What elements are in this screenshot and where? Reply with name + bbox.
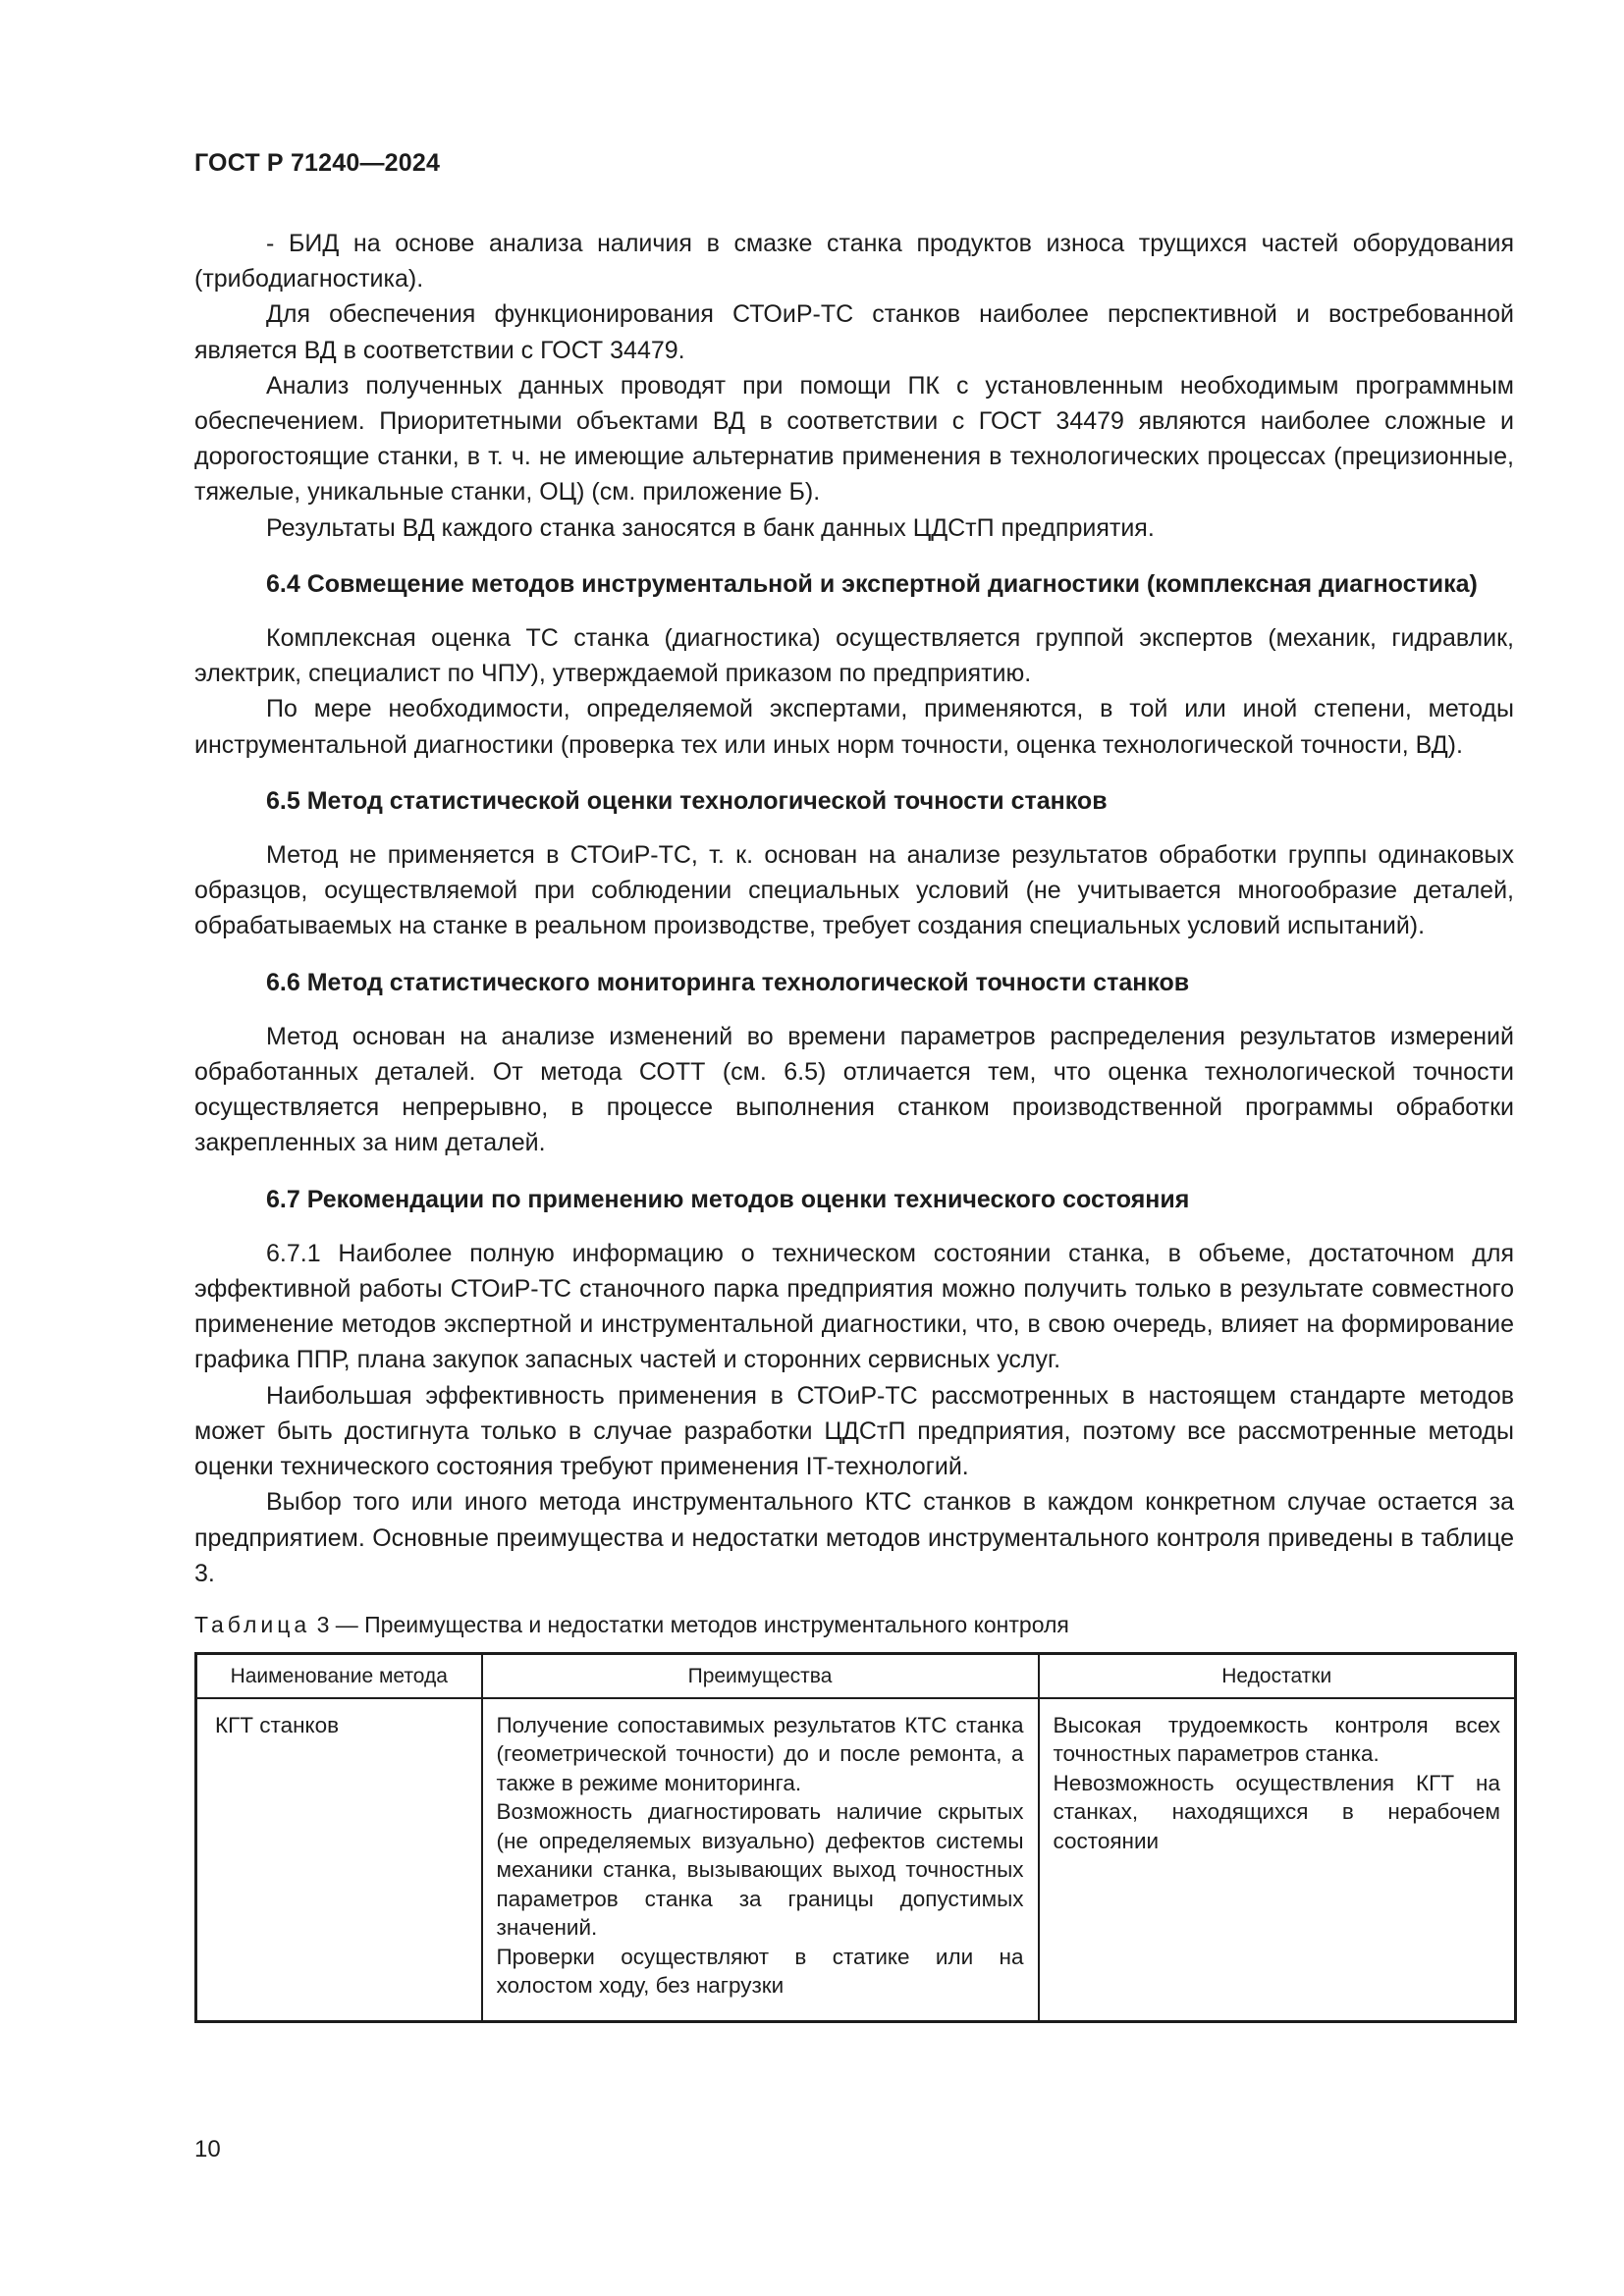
- section-heading-6-4: 6.4 Совмещение методов инструментальной и экспертной диагностики (комплексная диагностика): [266, 569, 1478, 598]
- column-header: Наименование метода: [196, 1653, 482, 1698]
- table-row: [196, 1698, 1516, 2022]
- advantage-item: Проверки осуществляют в статике или на холостом ходу, без нагрузки: [496, 1944, 1024, 1999]
- paragraph: Метод не применяется в СТОиР-ТС, т. к. основан на анализе результатов обработки группы одинаковых образцов, осуществляемой при соблюдении специальных условий (не учитывается многообразие деталей, обрабатываемых на станке в реальном производстве, требует создания специальных условий испытаний).: [194, 841, 1514, 940]
- table-caption-title: 3 — Преимущества и недостатки методов инструментального контроля: [310, 1611, 1069, 1637]
- disadvantage-item: Высокая трудоемкость контроля всех точностных параметров станка.: [1053, 1712, 1500, 1767]
- paragraph: Наибольшая эффективность применения в СТОиР-ТС рассмотренных в настоящем стандарте методов может быть достигнута только в случае разработки ЦДСтП предприятия, поэтому все рассмотренные методы оценки технического состояния требуют применения IT-технологий.: [194, 1381, 1514, 1481]
- table-caption-label: Таблица: [194, 1611, 311, 1637]
- paragraph: По мере необходимости, определяемой экспертами, применяются, в той или иной степени, методы инструментальной диагностики (проверка тех или иных норм точности, оценка технологической точности, ВД).: [194, 695, 1514, 759]
- paragraph: Выбор того или иного метода инструментального КТС станков в каждом конкретном случае остается за предприятием. Основные преимущества и недостатки методов инструментального контроля приведены в таблице 3.: [194, 1488, 1514, 1587]
- table-caption: [194, 1610, 1514, 1639]
- advantage-item: Получение сопоставимых результатов КТС станка (геометрической точности) до и после ремонта, а также в режиме мониторинга.: [496, 1712, 1024, 1795]
- method-cell: КГТ станков: [196, 1698, 482, 2022]
- paragraph: Результаты ВД каждого станка заносятся в банк данных ЦДСтП предприятия.: [266, 513, 1155, 542]
- paragraph: Анализ полученных данных проводят при помощи ПК с установленным необходимым программным обеспечением. Приоритетными объектами ВД в соответствии с ГОСТ 34479 являются наиболее сложные и дорогостоящие станки, в т. ч. не имеющие альтернатив применения в технологических процессах (прецизионные, тяжелые, уникальные станки, ОЦ) (см. приложение Б).: [194, 371, 1514, 507]
- section-heading-6-5: 6.5 Метод статистической оценки технологической точности станков: [266, 786, 1108, 815]
- disadvantages-cell: [1039, 1698, 1516, 2022]
- methods-table: [194, 1652, 1517, 2023]
- document-header: ГОСТ Р 71240—2024: [194, 149, 441, 177]
- advantage-item: Возможность диагностировать наличие скрытых (не определяемых визуально) дефектов системы механики станка, вызывающих выход точностных параметров станка за границы допустимых значений.: [496, 1799, 1024, 1941]
- section-heading-6-6: 6.6 Метод статистического мониторинга технологической точности станков: [266, 968, 1190, 996]
- document-body: [194, 226, 1514, 2023]
- section-heading-6-7: 6.7 Рекомендации по применению методов оценки технического состояния: [266, 1185, 1190, 1213]
- paragraph: Метод основан на анализе изменений во времени параметров распределения результатов измерений обработанных деталей. От метода СОТТ (см. 6.5) отличается тем, что оценка технологической точности осуществляется непрерывно, в процессе выполнения станком производственной программы обработки закрепленных за ним деталей.: [194, 1022, 1514, 1157]
- column-header: Недостатки: [1039, 1653, 1516, 1698]
- paragraph: Для обеспечения функционирования СТОиР-ТС станков наиболее перспективной и востребованной является ВД в соответствии с ГОСТ 34479.: [194, 300, 1514, 364]
- paragraph: - БИД на основе анализа наличия в смазке станка продуктов износа трущихся частей оборудования (трибодиагностика).: [194, 230, 1514, 294]
- paragraph: 6.7.1 Наиболее полную информацию о техническом состоянии станка, в объеме, достаточном для эффективной работы СТОиР-ТС станочного парка предприятия можно получить только в результате совместного применение методов экспертной и инструментальной диагностики, что, в свою очередь, влияет на формирование графика ППР, плана закупок запасных частей и сторонних сервисных услуг.: [194, 1239, 1514, 1374]
- advantages-cell: [482, 1698, 1039, 2022]
- table-header-row: [196, 1653, 1516, 1698]
- paragraph: Комплексная оценка ТС станка (диагностика) осуществляется группой экспертов (механик, гидравлик, электрик, специалист по ЧПУ), утверждаемой приказом по предприятию.: [194, 624, 1514, 688]
- column-header: Преимущества: [482, 1653, 1039, 1698]
- disadvantage-item: Невозможность осуществления КГТ на станках, находящихся в нерабочем состоянии: [1053, 1770, 1500, 1853]
- page-number: 10: [194, 2136, 221, 2163]
